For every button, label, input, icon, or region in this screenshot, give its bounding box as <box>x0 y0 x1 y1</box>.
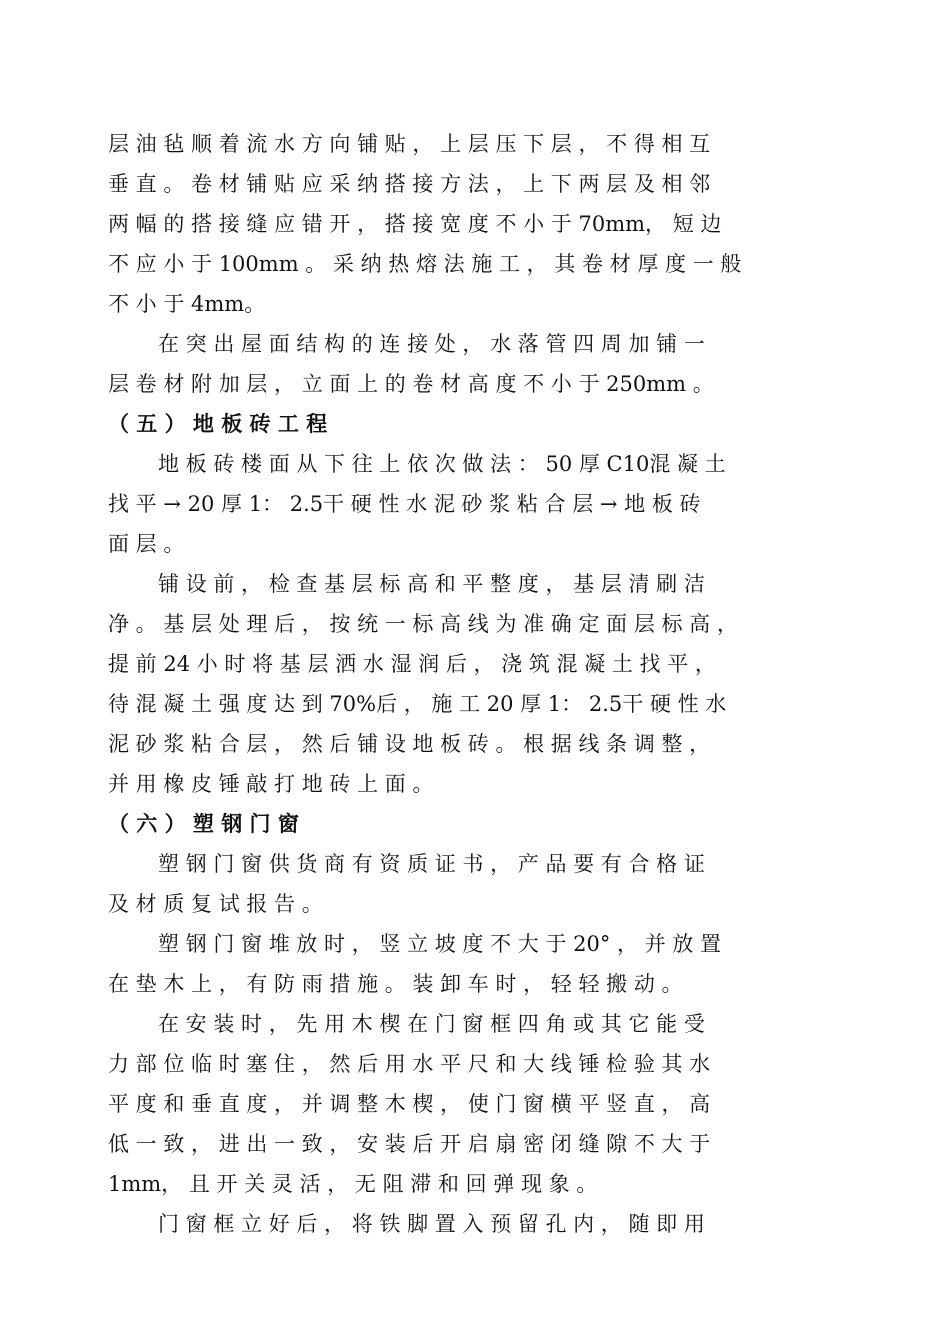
text-line: 1mm， 且 开 关 灵 活 ， 无 阻 滞 和 回 弹 现 象 。 <box>108 1172 598 1196</box>
text-line: 及 材 质 复 试 报 告 。 <box>108 892 323 916</box>
text-line: 净 。 基 层 处 理 后 ， 按 统 一 标 高 线 为 准 确 定 面 层 标 高 ， <box>108 612 738 636</box>
text-line: 泥 砂 浆 粘 合 层 ， 然 后 铺 设 地 板 砖 。 根 据 线 条 调 整 ， <box>108 732 711 756</box>
text-line: 平 度 和 垂 直 度 ， 并 调 整 木 楔 ， 使 门 窗 横 平 竖 直 ， 高 <box>108 1092 711 1116</box>
text-line: 层 油 毡 顺 着 流 水 方 向 铺 贴 ， 上 层 压 下 层 ， 不 得 相 互 <box>108 132 711 156</box>
text-line: 力 部 位 临 时 塞 住 ， 然 后 用 水 平 尺 和 大 线 锤 检 验 其 水 <box>108 1052 711 1076</box>
text-line: 并 用 橡 皮 锤 敲 打 地 砖 上 面 。 <box>108 772 434 796</box>
text-line: 塑 钢 门 窗 堆 放 时 ， 竖 立 坡 度 不 大 于 20° ， 并 放 置 <box>158 932 722 956</box>
text-line: 层 卷 材 附 加 层 ， 立 面 上 的 卷 材 高 度 不 小 于 250mm 。 <box>108 372 714 396</box>
text-line: 门 窗 框 立 好 后 ， 将 铁 脚 置 入 预 留 孔 内 ， 随 即 用 <box>158 1212 705 1236</box>
text-line: 找 平 → 20 厚 1： 2.5干 硬 性 水 泥 砂 浆 粘 合 层 → 地 板 砖 <box>108 492 701 516</box>
text-line: 面 层 。 <box>108 532 185 556</box>
text-line: 在 安 装 时 ， 先 用 木 楔 在 门 窗 框 四 角 或 其 它 能 受 <box>158 1012 705 1036</box>
text-line: 不 应 小 于 100mm 。 采 纳 热 熔 法 施 工 ， 其 卷 材 厚 度 一 般 <box>108 252 742 276</box>
text-line: 塑 钢 门 窗 供 货 商 有 资 质 证 书 ， 产 品 要 有 合 格 证 <box>158 852 705 876</box>
text-line: 不 小 于 4mm。 <box>108 292 266 316</box>
text-line: 在 突 出 屋 面 结 构 的 连 接 处 ， 水 落 管 四 周 加 铺 一 <box>158 332 705 356</box>
section-heading: （ 六 ） 塑 钢 门 窗 <box>108 812 299 836</box>
text-line: 地 板 砖 楼 面 从 下 往 上 依 次 做 法 ： 50 厚 C10混 凝 土 <box>158 452 726 476</box>
section-heading: （ 五 ） 地 板 砖 工 程 <box>108 412 328 436</box>
text-line: 待 混 凝 土 强 度 达 到 70%后 ， 施 工 20 厚 1： 2.5干 硬 性 水 <box>108 692 727 716</box>
text-line: 铺 设 前 ， 检 查 基 层 标 高 和 平 整 度 ， 基 层 清 刷 洁 <box>158 572 705 596</box>
text-line: 两 幅 的 搭 接 缝 应 错 开 ， 搭 接 宽 度 不 小 于 70mm， 短 边 <box>108 212 722 236</box>
text-line: 低 一 致 ， 进 出 一 致 ， 安 装 后 开 启 扇 密 闭 缝 隙 不 大 于 <box>108 1132 711 1156</box>
text-line: 在 垫 木 上 ， 有 防 雨 措 施 。 装 卸 车 时 ， 轻 轻 搬 动 。 <box>108 972 683 996</box>
text-line: 提 前 24 小 时 将 基 层 洒 水 湿 润 后 ， 浇 筑 混 凝 土 找 平 ， <box>108 652 716 676</box>
text-line: 垂 直 。 卷 材 铺 贴 应 采 纳 搭 接 方 法 ， 上 下 两 层 及 相 邻 <box>108 172 711 196</box>
